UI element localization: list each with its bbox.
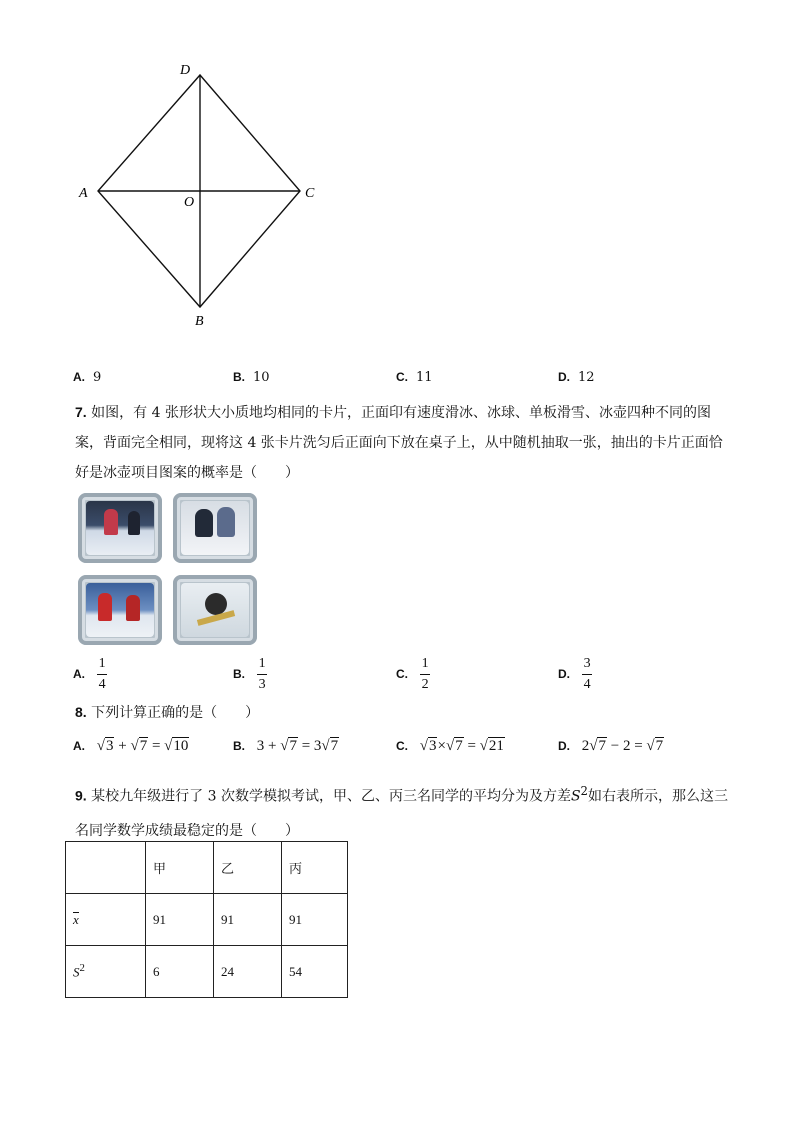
denominator: 4	[98, 677, 106, 692]
choice-value: 10	[253, 370, 270, 385]
sqrt: √7	[589, 738, 606, 754]
choice-value: 9	[93, 370, 102, 385]
radicand: 7	[139, 738, 148, 754]
choice-letter: D.	[558, 739, 570, 753]
card-snowboarding	[173, 575, 257, 645]
point-label-o: O	[184, 195, 195, 210]
row-label-variance	[66, 946, 146, 998]
table-header-cell: 甲	[146, 842, 214, 894]
operator: +	[118, 738, 127, 754]
radicand: 21	[488, 738, 504, 754]
choice-letter: D.	[558, 667, 570, 681]
numerator: 1	[98, 656, 106, 671]
expression-middle: − 2 =	[610, 738, 643, 754]
radicand: 7	[289, 738, 297, 754]
mean-symbol: x	[73, 911, 79, 927]
point-label-b: B	[195, 314, 204, 329]
sqrt: √3	[419, 738, 437, 754]
choice-letter: D.	[558, 370, 570, 384]
question-text-after: 如右表所示，那么这三名同学数学成绩最稳定的是（ ）	[75, 788, 728, 839]
variance-exponent: 2	[79, 962, 85, 975]
q7-choice-c[interactable]	[396, 656, 430, 693]
table-header-cell: 乙	[214, 842, 282, 894]
radicand: 7	[655, 738, 664, 754]
card-speed-skating	[78, 493, 162, 563]
numerator: 1	[421, 656, 429, 671]
sqrt: √7	[280, 738, 297, 754]
q6-choice-a[interactable]	[73, 370, 101, 385]
table-row-mean	[66, 894, 348, 946]
coefficient: 3	[313, 738, 322, 754]
question-number: 7.	[75, 404, 87, 420]
q7-choice-a[interactable]	[73, 656, 107, 693]
card-ice-hockey	[173, 493, 257, 563]
expression-prefix: 3 +	[256, 738, 277, 754]
radicand: 7	[598, 738, 606, 754]
choice-letter: B.	[233, 667, 245, 681]
table-header-row	[66, 842, 348, 894]
denominator: 4	[583, 677, 591, 692]
sqrt: √21	[479, 738, 504, 754]
sqrt: √7	[646, 738, 664, 754]
operator: ×	[437, 738, 446, 754]
question-text: 如图，有 4 张形状大小质地均相同的卡片，正面印有速度滑冰、冰球、单板滑雪、冰壶四种不同的图案，背面完全相同，现将这 4 张卡片洗匀后正面向下放在桌子上，从中随机抽取一张，抽出的卡片正面恰好是冰壶项目图案的概率是（ ）	[75, 405, 723, 481]
point-label-c: C	[305, 186, 315, 201]
choice-letter: C.	[396, 667, 408, 681]
radicand: 3	[105, 738, 114, 754]
question-9	[75, 774, 735, 848]
radicand: 7	[455, 738, 463, 754]
fraction	[257, 656, 267, 693]
operator: =	[151, 738, 161, 754]
q7-choice-b[interactable]	[233, 656, 267, 693]
q6-choice-b[interactable]	[233, 370, 270, 385]
question-text-before: 某校九年级进行了 3 次数学模拟考试，甲、乙、丙三名同学的平均分为及方差	[91, 788, 571, 805]
q7-choice-d[interactable]	[558, 656, 592, 693]
table-header-cell	[66, 842, 146, 894]
radicand: 3	[428, 738, 437, 754]
card-curling	[78, 575, 162, 645]
table-row-variance	[66, 946, 348, 998]
fraction	[420, 656, 430, 693]
coefficient: 2	[581, 738, 590, 754]
question-8	[75, 697, 735, 728]
operator: =	[301, 738, 311, 754]
choice-letter: A.	[73, 739, 85, 753]
table-cell: 54	[282, 946, 348, 998]
point-label-d: D	[180, 63, 191, 78]
choice-letter: B.	[233, 370, 245, 384]
denominator: 3	[258, 677, 266, 692]
radicand: 10	[173, 738, 189, 754]
sqrt: √7	[130, 738, 148, 754]
q8-choice-d[interactable]	[558, 738, 664, 755]
variance-symbol: S	[73, 964, 80, 980]
sqrt: √3	[96, 738, 114, 754]
table-cell: 6	[146, 946, 214, 998]
choice-letter: C.	[396, 739, 408, 753]
operator: =	[467, 738, 476, 754]
numerator: 3	[583, 656, 591, 671]
choice-letter: C.	[396, 370, 408, 384]
sqrt: √7	[321, 738, 339, 754]
variance-exponent: 2	[580, 784, 588, 798]
fraction	[97, 656, 107, 693]
choice-letter: A.	[73, 370, 85, 384]
table-cell: 91	[214, 894, 282, 946]
fraction	[582, 656, 592, 693]
radicand: 7	[330, 738, 339, 754]
point-label-a: A	[79, 186, 88, 201]
question-7	[75, 397, 735, 488]
choice-letter: A.	[73, 667, 85, 681]
table-header-cell: 丙	[282, 842, 348, 894]
question-text: 下列计算正确的是（ ）	[91, 705, 260, 721]
rhombus-figure	[60, 55, 340, 345]
question-number: 9.	[75, 787, 87, 804]
q6-choice-c[interactable]	[396, 370, 433, 385]
q8-choice-b[interactable]	[233, 738, 339, 755]
table-cell: 91	[146, 894, 214, 946]
choice-value: 12	[578, 370, 595, 385]
choice-value: 11	[416, 370, 433, 385]
q8-choice-a[interactable]	[73, 738, 189, 755]
numerator: 1	[258, 656, 266, 671]
table-cell: 91	[282, 894, 348, 946]
table-cell: 24	[214, 946, 282, 998]
stats-table	[65, 841, 348, 998]
sqrt: √10	[164, 738, 189, 754]
sqrt: √7	[445, 738, 463, 754]
choice-letter: B.	[233, 739, 245, 753]
denominator: 2	[421, 677, 429, 692]
row-label-mean	[66, 894, 146, 946]
q6-choice-d[interactable]	[558, 370, 595, 385]
variance-symbol: S	[570, 788, 581, 805]
q8-choice-c[interactable]	[396, 738, 505, 755]
question-number: 8.	[75, 704, 87, 720]
